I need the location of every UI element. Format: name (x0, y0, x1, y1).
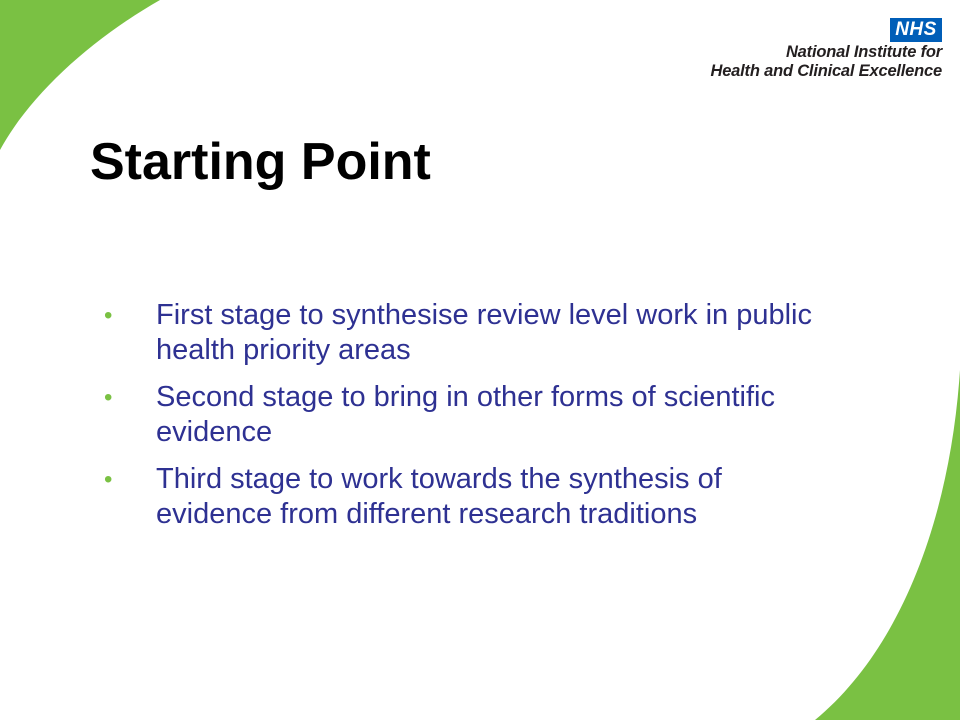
bullet-text: Second stage to bring in other forms of scientific evidence (156, 381, 775, 448)
bullet-item (100, 298, 830, 368)
bullet-text: First stage to synthesise review level work in public health priority areas (156, 299, 812, 366)
bullet-item (100, 462, 830, 532)
green-swoosh-right (815, 370, 960, 720)
logo-line-2: Health and Clinical Excellence (710, 62, 942, 80)
green-corner-swoosh-top-left (0, 0, 160, 150)
bullet-text: Third stage to work towards the synthesis of evidence from different research traditions (156, 463, 722, 530)
bullet-list (100, 298, 830, 544)
slide-title: Starting Point (90, 133, 431, 191)
nhs-badge: NHS (890, 18, 942, 42)
nice-logo (702, 18, 942, 82)
bullet-dot-icon: • (104, 466, 113, 493)
bullet-dot-icon: • (104, 384, 113, 411)
bullet-item (100, 380, 830, 450)
bullet-dot-icon: • (104, 302, 113, 329)
logo-line-1: National Institute for (785, 43, 942, 61)
